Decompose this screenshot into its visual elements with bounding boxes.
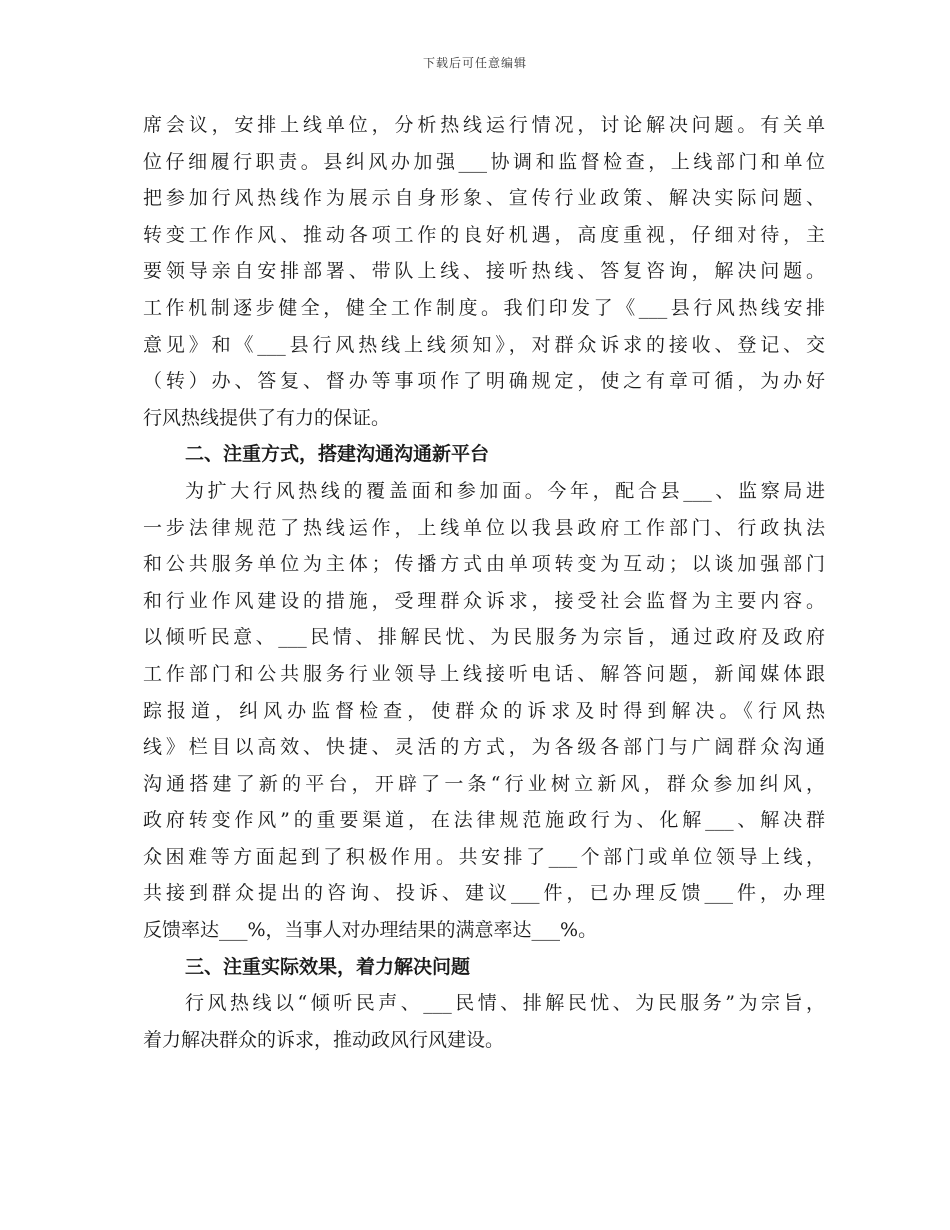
section-heading: 三、注重实际效果，着力解决问题 xyxy=(185,955,471,978)
paragraph-line: 和行业作风建设的措施，受理群众诉求，接受社会监督为主要内容。 xyxy=(143,589,825,612)
paragraph-line: 线》栏目以高效、快捷、灵活的方式，为各级各部门与广阔群众沟通 xyxy=(143,736,825,759)
page-header: 下载后可任意编辑 xyxy=(422,56,527,70)
paragraph-line: 为扩大行风热线的覆盖面和参加面。今年，配合县___、监察局进 xyxy=(185,479,825,502)
paragraph-line: 一步法律规范了热线运作，上线单位以我县政府工作部门、行政执法 xyxy=(143,516,825,539)
paragraph-line: 政府转变作风”的重要渠道，在法律规范施政行为、化解___、解决群 xyxy=(143,809,825,832)
paragraph-line: 席会议，安排上线单位，分析热线运行情况，讨论解决问题。有关单 xyxy=(143,114,825,136)
paragraph-line: 意见》和《___县行风热线上线须知》，对群众诉求的接收、登记、交 xyxy=(143,333,825,356)
paragraph-line: 着力解决群众的诉求，推动政风行风建设。 xyxy=(143,1028,505,1051)
document-body xyxy=(143,107,825,1058)
section-heading: 二、注重方式，搭建沟通沟通新平台 xyxy=(185,443,490,466)
paragraph-line: 把参加行风热线作为展示自身形象、宣传行业政策、解决实际问题、 xyxy=(143,187,825,210)
paragraph-line: 共接到群众提出的咨询、投诉、建议___件，已办理反馈___件，办理 xyxy=(143,882,825,905)
paragraph-line: （转）办、答复、督办等事项作了明确规定，使之有章可循，为办好 xyxy=(143,370,825,393)
paragraph-line: 行风热线提供了有力的保证。 xyxy=(143,406,391,429)
paragraph-line: 和公共服务单位为主体；传播方式由单项转变为互动；以谈加强部门 xyxy=(143,553,825,576)
paragraph-line: 众困难等方面起到了积极作用。共安排了___个部门或单位领导上线， xyxy=(143,845,825,868)
paragraph-line: 工作部门和公共服务行业领导上线接听电话、解答问题，新闻媒体跟 xyxy=(143,662,825,685)
paragraph-line: 反馈率达___%，当事人对办理结果的满意率达___%。 xyxy=(143,919,598,942)
paragraph-line: 沟通搭建了新的平台，开辟了一条“行业树立新风，群众参加纠风， xyxy=(143,772,825,795)
paragraph-line: 行风热线以“倾听民声、___民情、排解民忧、为民服务”为宗旨， xyxy=(185,992,825,1015)
paragraph-line: 位仔细履行职责。县纠风办加强___协调和监督检查，上线部门和单位 xyxy=(143,150,825,173)
paragraph-line: 要领导亲自安排部署、带队上线、接听热线、答复咨询，解决问题。 xyxy=(143,260,825,283)
paragraph-line: 踪报道，纠风办监督检查，使群众的诉求及时得到解决。《行风热 xyxy=(143,699,825,722)
paragraph-line: 工作机制逐步健全，健全工作制度。我们印发了《___县行风热线安排 xyxy=(143,296,825,319)
paragraph-line: 转变工作作风、推动各项工作的良好机遇，高度重视，仔细对待，主 xyxy=(143,223,825,246)
paragraph-line: 以倾听民意、___民情、排解民忧、为民服务为宗旨，通过政府及政府 xyxy=(143,626,825,649)
